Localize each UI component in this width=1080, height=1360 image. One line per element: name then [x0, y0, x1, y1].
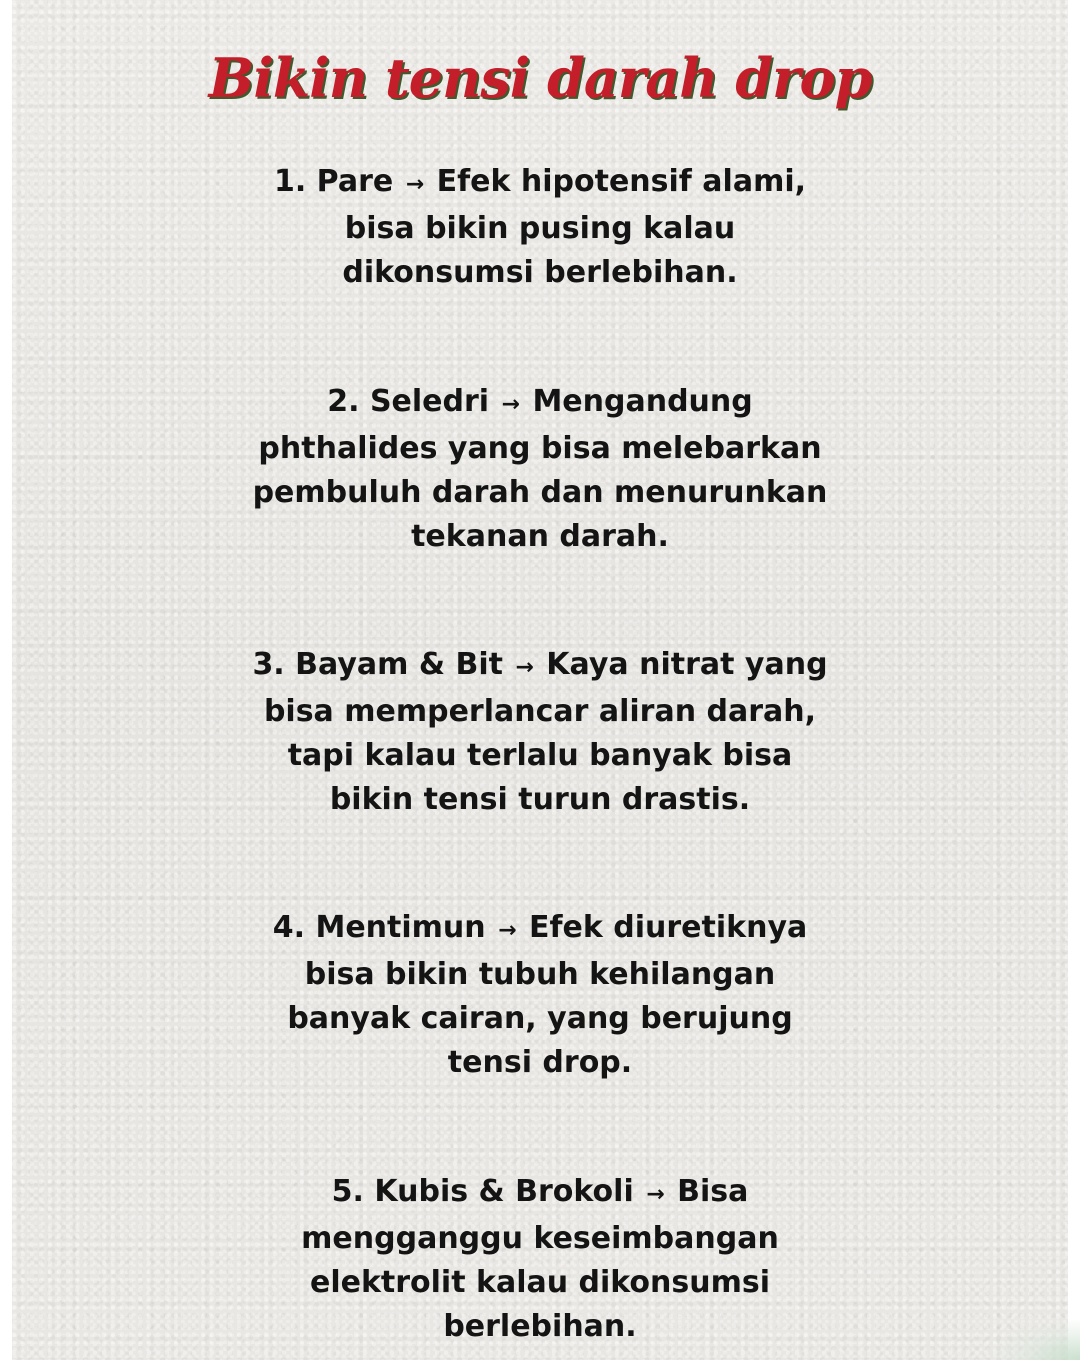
- item-line: dikonsumsi berlebihan.: [342, 255, 738, 290]
- arrow-icon: →: [405, 172, 425, 197]
- item-line: berlebihan.: [443, 1309, 637, 1344]
- item-first-line: [12, 160, 1068, 207]
- list-item-4: [12, 906, 1068, 1085]
- item-line: banyak cairan, yang berujung: [287, 1001, 793, 1036]
- list-item-3: [12, 643, 1068, 822]
- item-first-line: [12, 380, 1068, 427]
- item-first-text: Kaya nitrat yang: [546, 647, 828, 682]
- item-first-text: Mengandung: [532, 384, 753, 419]
- arrow-icon: →: [515, 655, 534, 680]
- arrow-icon: →: [646, 1182, 665, 1207]
- arrow-icon: →: [498, 918, 517, 943]
- page-title: Bikin tensi darah drop: [208, 46, 872, 110]
- item-lead: 1. Pare: [273, 164, 394, 199]
- item-line: pembuluh darah dan menurunkan: [252, 475, 828, 510]
- item-line: phthalides yang bisa melebarkan: [258, 431, 822, 466]
- item-lead: 3. Bayam & Bit: [252, 647, 503, 682]
- item-line: bisa bikin tubuh kehilangan: [304, 957, 776, 992]
- item-line: tekanan darah.: [411, 519, 669, 554]
- item-first-text: Efek diuretiknya: [528, 910, 808, 945]
- item-line: elektrolit kalau dikonsumsi: [309, 1265, 771, 1300]
- item-first-text: Efek hipotensif alami,: [436, 164, 807, 199]
- item-line: tensi drop.: [447, 1045, 633, 1080]
- item-line: bisa memperlancar aliran darah,: [263, 694, 817, 729]
- item-lead: 4. Mentimun: [272, 910, 486, 945]
- item-lead: 5. Kubis & Brokoli: [331, 1174, 634, 1209]
- list-item-1: [12, 160, 1068, 295]
- list-item-5: [12, 1170, 1068, 1349]
- item-first-line: [12, 1170, 1068, 1217]
- arrow-icon: →: [501, 392, 520, 417]
- item-first-line: [12, 643, 1068, 690]
- item-lead: 2. Seledri: [327, 384, 490, 419]
- list-item-2: [12, 380, 1068, 559]
- item-first-line: [12, 906, 1068, 953]
- item-line: bisa bikin pusing kalau: [344, 211, 736, 246]
- item-line: bikin tensi turun drastis.: [329, 782, 751, 817]
- item-line: tapi kalau terlalu banyak bisa: [287, 738, 793, 773]
- item-first-text: Bisa: [677, 1174, 749, 1209]
- item-line: mengganggu keseimbangan: [301, 1221, 779, 1256]
